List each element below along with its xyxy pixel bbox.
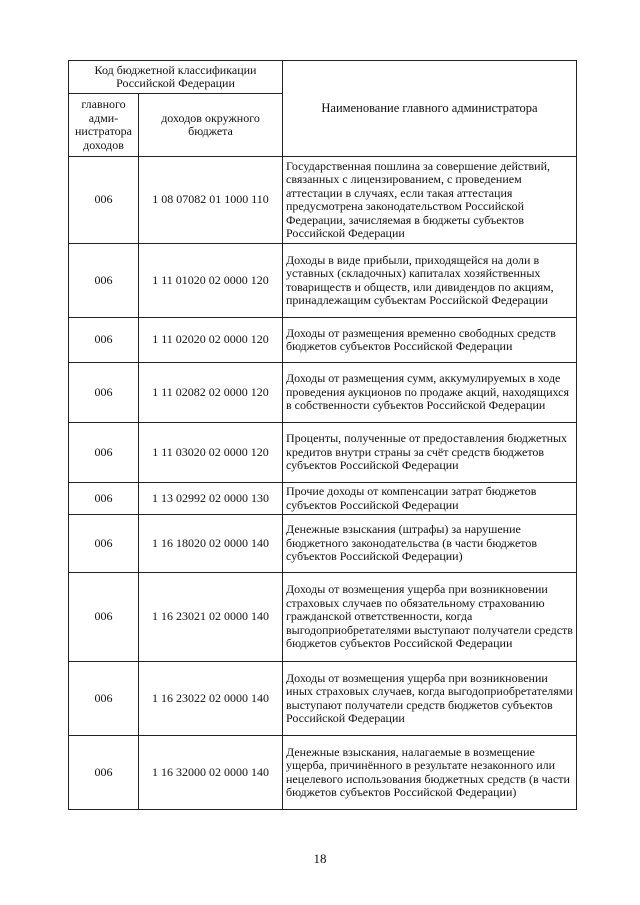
header-classification-code: Код бюджетной классификации Российской Федерации [69, 61, 283, 94]
table-row [69, 244, 577, 318]
table-row [69, 363, 577, 423]
administrator-name-cell: Денежные взыскания, налагаемые в возмещение ущерба, причинённого в результате незаконного или нецелевого использования бюджетных средств (в части бюджетов субъектов Российской Федерации) [283, 736, 577, 810]
administrator-name-cell: Государственная пошлина за совершение действий, связанных с лицензированием, с проведением аттестации в случаях, если такая аттестация предусмотрена законодательством Российской Федерации, зачисляемая в бюджеты субъектов Российской Федерации [283, 157, 577, 244]
header-district-budget-revenue: доходов окружного бюджета [139, 94, 283, 157]
revenue-code-cell: 1 11 03020 02 0000 120 [139, 423, 283, 483]
administrator-name-cell: Доходы от возмещения ущерба при возникновении иных страховых случаев, когда выгодоприобретателями выступают получатели средств бюджетов субъектов Российской Федерации [283, 662, 577, 736]
page-number: 18 [313, 851, 327, 866]
admin-code-cell: 006 [69, 244, 139, 318]
table-row [69, 573, 577, 662]
header-row-group [69, 61, 577, 94]
revenue-code-cell: 1 16 32000 02 0000 140 [139, 736, 283, 810]
revenue-code-cell: 1 11 02082 02 0000 120 [139, 363, 283, 423]
admin-code-cell: 006 [69, 736, 139, 810]
table-row [69, 423, 577, 483]
administrator-name-cell: Денежные взыскания (штрафы) за нарушение бюджетного законодательства (в части бюджетов субъектов Российской Федерации) [283, 515, 577, 573]
revenue-code-cell: 1 16 18020 02 0000 140 [139, 515, 283, 573]
table-row [69, 662, 577, 736]
revenue-code-cell: 1 16 23021 02 0000 140 [139, 573, 283, 662]
admin-code-cell: 006 [69, 318, 139, 363]
table-row [69, 157, 577, 244]
table-body [69, 157, 577, 810]
admin-code-cell: 006 [69, 662, 139, 736]
administrator-name-cell: Доходы от размещения сумм, аккумулируемых в ходе проведения аукционов по продаже акций, находящихся в собственности субъектов Российской Федерации [283, 363, 577, 423]
table-row [69, 736, 577, 810]
administrator-name-cell: Проценты, полученные от предоставления бюджетных кредитов внутри страны за счёт средств бюджетов субъектов Российской Федерации [283, 423, 577, 483]
table-row [69, 515, 577, 573]
revenue-code-cell: 1 08 07082 01 1000 110 [139, 157, 283, 244]
admin-code-cell: 006 [69, 515, 139, 573]
revenue-code-cell: 1 11 01020 02 0000 120 [139, 244, 283, 318]
table-header [69, 61, 577, 157]
administrator-name-cell: Доходы от возмещения ущерба при возникновении страховых случаев по обязательному страхованию гражданской ответственности, когда выгодоприобретателями выступают получатели средств бюджетов субъектов Российской Федерации [283, 573, 577, 662]
administrator-name-cell: Доходы от размещения временно свободных средств бюджетов субъектов Российской Федерации [283, 318, 577, 363]
admin-code-cell: 006 [69, 157, 139, 244]
revenue-code-cell: 1 11 02020 02 0000 120 [139, 318, 283, 363]
admin-code-cell: 006 [69, 483, 139, 515]
revenue-code-cell: 1 16 23022 02 0000 140 [139, 662, 283, 736]
admin-code-cell: 006 [69, 363, 139, 423]
header-main-administrator: главного адми-нистратора доходов [69, 94, 139, 157]
budget-classification-table [68, 60, 577, 810]
admin-code-cell: 006 [69, 423, 139, 483]
table-row [69, 483, 577, 515]
administrator-name-cell: Прочие доходы от компенсации затрат бюджетов субъектов Российской Федерации [283, 483, 577, 515]
admin-code-cell: 006 [69, 573, 139, 662]
table-row [69, 318, 577, 363]
administrator-name-cell: Доходы в виде прибыли, приходящейся на доли в уставных (складочных) капиталах хозяйственных товариществ и обществ, или дивидендов по акциям, принадлежащим субъектам Российской Федерации [283, 244, 577, 318]
revenue-code-cell: 1 13 02992 02 0000 130 [139, 483, 283, 515]
header-administrator-name: Наименование главного администратора [283, 61, 577, 157]
